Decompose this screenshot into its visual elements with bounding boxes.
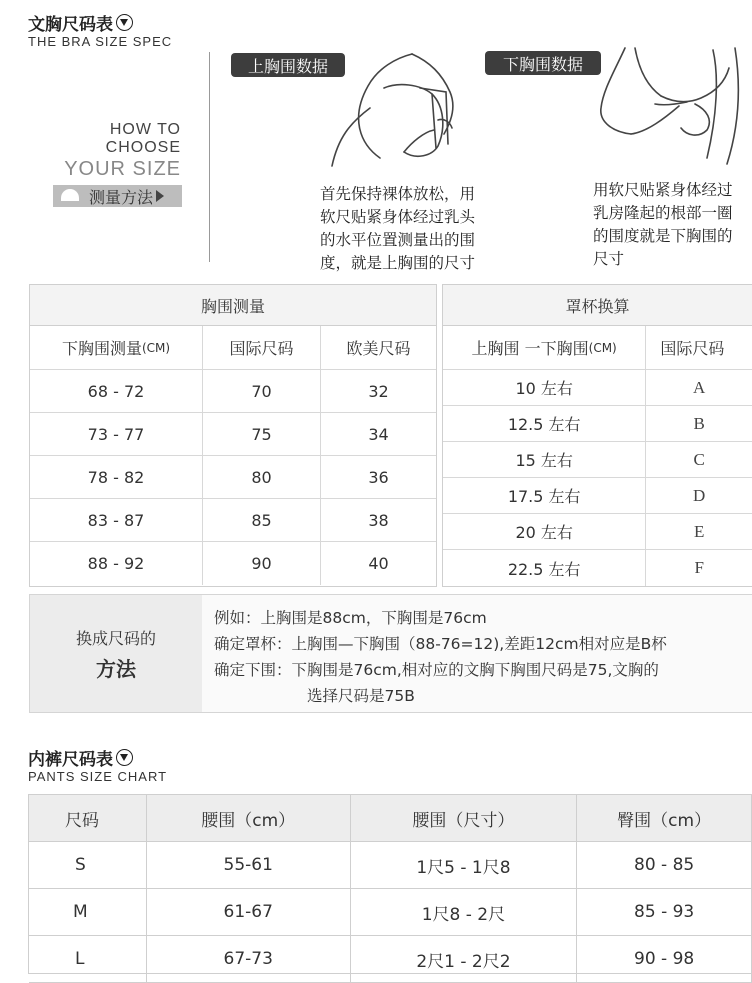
measure-method-label: 测量方法 — [89, 187, 154, 207]
upper-desc-line: 首先保持裸体放松，用 — [320, 185, 476, 203]
column-header-text: 下胸围测量 — [61, 339, 142, 358]
under-chest-desc — [593, 179, 750, 271]
table-cell: 1尺8 - 2尺 — [351, 889, 578, 935]
table-cell: 32 — [368, 381, 389, 401]
table-cell: 55-61 — [147, 842, 351, 888]
column-header: 臀围（cm） — [577, 795, 752, 841]
column-header: 国际尺码 — [203, 326, 321, 369]
table-row — [443, 442, 752, 478]
column-header-unit: (CM) — [588, 340, 617, 355]
method-line: 确定下围：下胸围是76cm,相对应的文胸下胸围尺码是75,文胸的 — [214, 661, 659, 679]
column-header: 腰围（cm） — [147, 795, 351, 841]
table-cell: 40 — [368, 554, 389, 573]
how-line-2: CHOOSE — [105, 139, 181, 156]
chest-table-title: 胸围测量 — [30, 285, 436, 326]
under-desc-line: 乳房隆起的根部一圈 — [593, 204, 733, 222]
table-cell: 88 - 92 — [30, 542, 203, 585]
method-title-line-1: 换成尺码的 — [75, 628, 156, 648]
column-header — [30, 326, 203, 369]
table-cell: S — [29, 842, 147, 888]
table-cell: 20 左右 — [443, 514, 646, 549]
table-cell: C — [693, 449, 705, 469]
chest-measure-table — [29, 284, 437, 587]
table-row — [443, 550, 752, 586]
table-cell: 90 — [203, 542, 321, 585]
table-row — [443, 370, 752, 406]
table-cell: 83 - 87 — [30, 499, 203, 541]
table-cell: 12.5 左右 — [443, 406, 646, 441]
size-method-box — [29, 594, 752, 713]
bra-section-title — [28, 10, 133, 35]
table-cell: 61-67 — [147, 889, 351, 935]
table-row — [30, 499, 436, 542]
method-line: 选择尺码是75B — [307, 687, 415, 705]
table-cell: 38 — [368, 510, 389, 530]
upper-desc-line: 的水平位置测量出的围 — [320, 231, 476, 249]
bra-title-text: 文胸尺码表 — [28, 15, 113, 35]
column-header: 欧美尺码 — [346, 339, 411, 358]
table-cell: 73 - 77 — [30, 413, 203, 455]
table-cell: A — [693, 377, 706, 397]
column-header: 腰围（尺寸） — [351, 795, 578, 841]
under-chest-label: 下胸围数据 — [485, 51, 601, 75]
table-row — [443, 406, 752, 442]
bra-section-subtitle: THE BRA SIZE SPEC — [28, 34, 173, 49]
table-row — [29, 842, 752, 889]
pants-title-text: 内裤尺码表 — [28, 750, 113, 770]
table-cell: 68 - 72 — [30, 370, 203, 412]
measure-method-button[interactable] — [53, 185, 182, 207]
table-header-row — [443, 326, 752, 370]
how-line-3: YOUR SIZE — [64, 158, 181, 180]
cup-table-title: 罩杯换算 — [443, 285, 752, 326]
under-desc-line: 用软尺贴紧身体经过 — [593, 181, 733, 199]
table-cell: D — [693, 485, 706, 505]
table-cell: L — [29, 936, 147, 982]
pants-section-subtitle: PANTS SIZE CHART — [28, 769, 168, 784]
ruler-icon — [61, 189, 79, 201]
table-cell: 80 - 85 — [577, 842, 752, 888]
upper-desc-line: 软尺贴紧身体经过乳头 — [320, 208, 476, 226]
table-cell: 1尺5 - 1尺8 — [351, 842, 578, 888]
chevron-down-icon — [116, 749, 133, 766]
pants-section-title — [28, 745, 133, 770]
method-title-line-2: 方法 — [96, 656, 136, 681]
cup-conversion-table — [442, 284, 752, 587]
play-arrow-icon — [156, 190, 164, 202]
table-row — [443, 514, 752, 550]
table-row — [443, 478, 752, 514]
table-row — [29, 936, 752, 983]
how-line-1: HOW TO — [109, 121, 181, 138]
table-header-row — [30, 326, 436, 370]
table-cell: 2尺1 - 2尺2 — [351, 936, 578, 982]
table-cell: 80 — [203, 456, 321, 498]
table-cell: 34 — [368, 424, 389, 444]
table-cell: 22.5 左右 — [443, 550, 646, 586]
table-cell: 85 — [203, 499, 321, 541]
table-cell: 70 — [203, 370, 321, 412]
table-cell: E — [693, 521, 705, 541]
table-row — [30, 370, 436, 413]
upper-chest-illustration — [320, 48, 480, 168]
under-desc-line: 的围度就是下胸围的 — [593, 227, 733, 245]
column-header: 尺码 — [29, 795, 147, 841]
table-cell: 78 - 82 — [30, 456, 203, 498]
column-header — [443, 326, 646, 369]
table-row — [30, 542, 436, 585]
table-cell: 17.5 左右 — [443, 478, 646, 513]
under-desc-line: 尺寸 — [593, 250, 625, 268]
table-row — [30, 413, 436, 456]
chevron-down-icon — [116, 14, 133, 31]
table-cell: 90 - 98 — [577, 936, 752, 982]
table-row — [30, 456, 436, 499]
pants-size-table — [28, 794, 752, 974]
column-header-unit: (CM) — [141, 340, 171, 355]
table-header-row — [29, 795, 752, 842]
table-cell: B — [693, 413, 705, 433]
under-chest-illustration — [595, 46, 750, 166]
upper-desc-line: 度，就是上胸围的尺寸 — [320, 254, 476, 272]
table-cell: 67-73 — [147, 936, 351, 982]
how-to-choose — [40, 121, 181, 181]
table-row — [29, 889, 752, 936]
upper-chest-desc — [320, 183, 520, 275]
table-cell: 85 - 93 — [577, 889, 752, 935]
method-line: 确定罩杯：上胸围—下胸围（88-76=12),差距12cm相对应是B杯 — [214, 635, 667, 653]
method-text — [202, 595, 752, 712]
table-cell: M — [29, 889, 147, 935]
divider — [209, 52, 210, 262]
column-header: 国际尺码 — [660, 339, 725, 358]
method-title — [30, 595, 202, 712]
method-line: 例如：上胸围是88cm，下胸围是76cm — [214, 609, 487, 627]
table-cell: F — [694, 558, 704, 577]
table-cell: 15 左右 — [443, 442, 646, 477]
upper-chest-label: 上胸围数据 — [231, 53, 345, 77]
column-header-text: 上胸围 一下胸围 — [471, 339, 589, 358]
table-cell: 75 — [203, 413, 321, 455]
table-cell: 10 左右 — [443, 370, 646, 405]
table-cell: 36 — [368, 467, 389, 487]
